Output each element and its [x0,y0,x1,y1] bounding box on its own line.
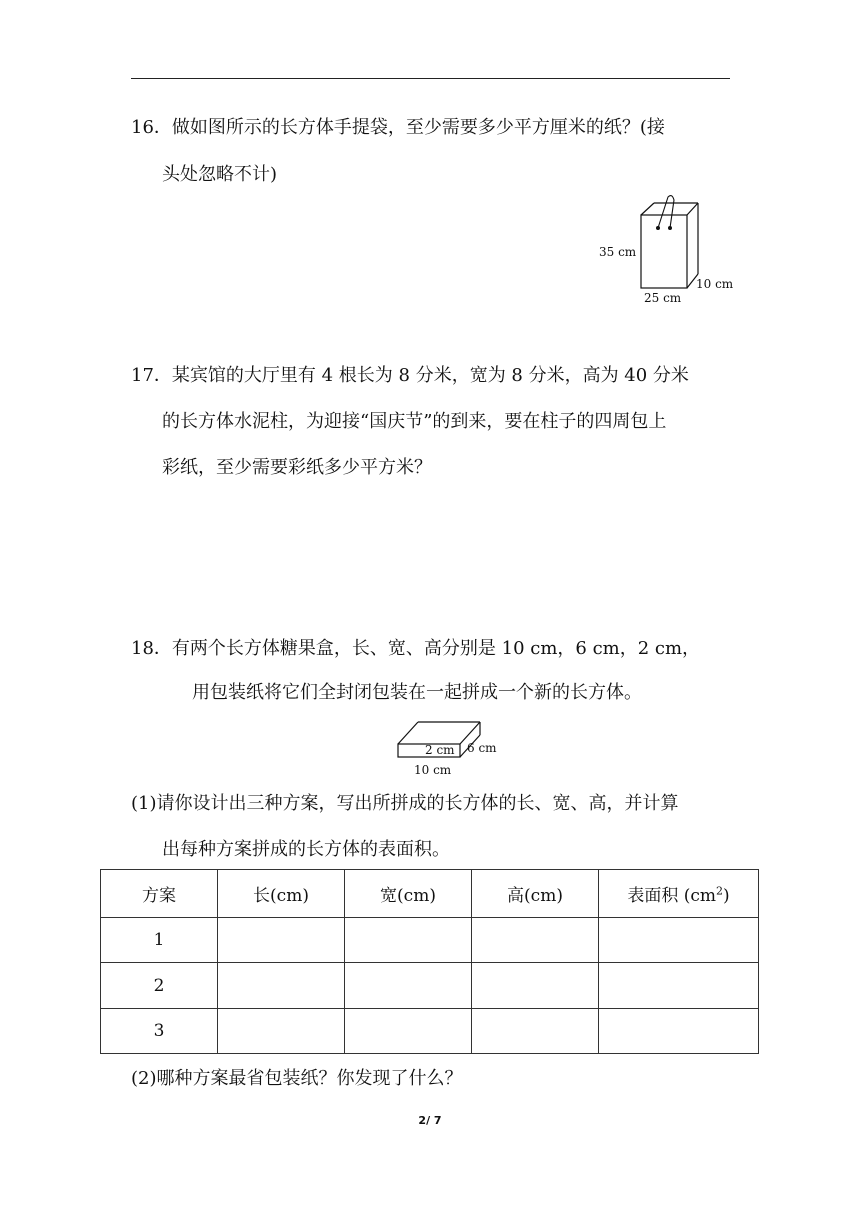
bag-handle [658,196,674,228]
row-plan-number: 2 [101,963,218,1008]
row-plan-number: 3 [101,1008,218,1053]
bag-handle-knot-left [656,226,660,230]
bag-height-label: 35 cm [599,245,637,259]
cell-height[interactable] [472,963,599,1008]
bag-handle-knot-right [668,226,672,230]
plan-table-header-row [101,870,759,918]
header-surface-area-label: 表面积 (cm [627,886,717,907]
header-plan: 方案 [101,870,218,918]
cell-surface-area[interactable] [599,918,759,963]
cell-width[interactable] [345,1008,472,1053]
q17-text-line3: 彩纸，至少需要彩纸多少平方米？ [162,457,432,478]
q18-box-figure [394,714,504,778]
cell-width[interactable] [345,918,472,963]
box-width-label: 6 cm [467,741,497,755]
header-height: 高(cm) [472,870,599,918]
bag-width-label: 25 cm [644,291,682,305]
box-height-label: 2 cm [425,743,455,757]
header-length: 长(cm) [218,870,345,918]
cell-surface-area[interactable] [599,1008,759,1053]
q17-text-line2: 的长方体水泥柱，为迎接“国庆节”的到来，要在柱子的四周包上 [162,411,667,432]
bag-depth-label: 10 cm [696,277,734,291]
bag-front-face [641,215,687,288]
q17-text-line1: 17．某宾馆的大厅里有 4 根长为 8 分米，宽为 8 分米，高为 40 分米 [131,365,689,386]
table-row [101,963,759,1008]
page-number: 2/ 7 [418,1114,442,1127]
q16-bag-figure [596,192,736,308]
header-surface-area-close: ) [723,886,730,907]
q16-text-line1: 16．做如图所示的长方体手提袋，至少需要多少平方厘米的纸？(接 [131,117,665,138]
q18-text-line1: 18．有两个长方体糖果盒，长、宽、高分别是 10 cm，6 cm，2 cm， [131,638,701,659]
q18-text-line2: 用包装纸将它们全封闭包装在一起拼成一个新的长方体。 [192,682,642,703]
header-surface-area [599,870,759,918]
q16-text-line2: 头处忽略不计) [162,164,278,185]
box-length-label: 10 cm [414,763,452,777]
plan-table [100,869,759,1054]
q18-part1-line1: (1)请你设计出三种方案，写出所拼成的长方体的长、宽、高，并计算 [131,793,679,814]
q18-part1-line2: 出每种方案拼成的长方体的表面积。 [162,839,450,860]
cell-length[interactable] [218,963,345,1008]
bag-top-left-edge [641,203,654,215]
header-rule [131,78,730,79]
table-row [101,1008,759,1053]
box-top-left-edge [398,722,418,744]
header-surface-area-sup: 2 [716,884,724,898]
cell-length[interactable] [218,918,345,963]
cell-surface-area[interactable] [599,963,759,1008]
cell-height[interactable] [472,918,599,963]
row-plan-number: 1 [101,918,218,963]
q18-part2: (2)哪种方案最省包装纸？你发现了什么？ [131,1068,463,1089]
cell-length[interactable] [218,1008,345,1053]
cell-width[interactable] [345,963,472,1008]
header-width: 宽(cm) [345,870,472,918]
bag-top-right-edge [687,203,698,215]
table-row [101,918,759,963]
cell-height[interactable] [472,1008,599,1053]
